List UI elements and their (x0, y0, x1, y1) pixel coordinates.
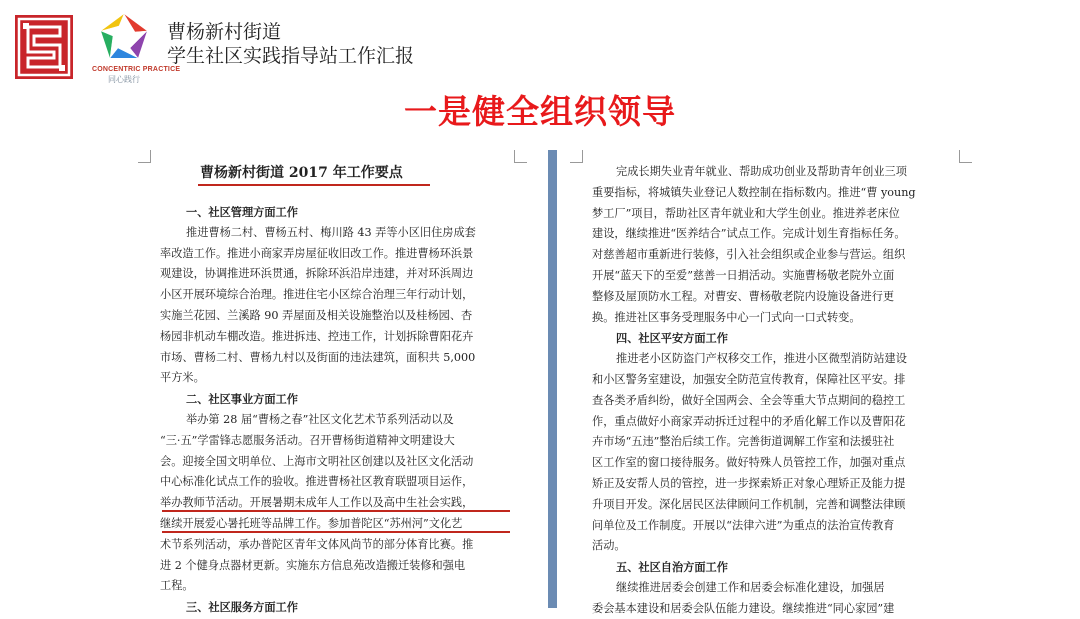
body-line: 会。迎接全国文明单位、上海市文明社区创建以及社区文化活动 (160, 454, 474, 468)
main-heading: 一是健全组织领导 (404, 92, 676, 131)
header-title-line2: 学生社区实践指导站工作汇报 (167, 45, 415, 67)
body-line: 作，重点做好小商家弄动拆迁过程中的矛盾化解工作以及曹阳花 (592, 414, 906, 428)
highlight-underline (162, 531, 510, 533)
logo-text-cn: 同心践行 (108, 75, 140, 84)
body-line: “三·五”学雷锋志愿服务活动。召开曹杨街道精神文明建设大 (160, 433, 455, 447)
body-line: 建设，继续推进“医养结合”试点工作。完成计划生育指标任务。 (592, 227, 906, 241)
body-line: 推进曹杨二村、曹杨五村、梅川路 43 弄等小区旧住房成套 (186, 225, 476, 239)
section-heading: 一、社区管理方面工作 (186, 205, 298, 219)
body-line: 平方米。 (160, 371, 205, 385)
header-title-line1: 曹杨新村街道 (167, 21, 282, 43)
red-emblem-logo (14, 14, 74, 80)
section-heading: 三、社区服务方面工作 (186, 600, 298, 615)
body-line: 继续开展爱心暑托班等品牌工作。参加普陀区“苏州河”文化艺 (160, 517, 463, 530)
body-line: 进 2 个健身点器材更新。实施东方信息苑改造搬迁装修和强电 (160, 558, 466, 572)
body-line: 梦工厂”项目，帮助社区青年就业和大学生创业。推进养老床位 (592, 206, 900, 220)
body-line: 举办第 28 届“曹杨之春”社区文化艺术节系列活动以及 (186, 413, 454, 426)
body-line: 活动。 (592, 539, 626, 553)
document-scan (130, 140, 980, 615)
crop-mark (138, 150, 151, 163)
pentagon-rainbow-icon (97, 10, 151, 64)
body-line: 术节系列活动，承办普陀区青年文体风尚节的部分体育比赛。推 (160, 537, 474, 551)
crop-mark (570, 150, 583, 163)
body-line: 率改造工作。推进小商家弄房屋征收旧改工作。推进曹杨环浜景 (160, 246, 474, 260)
body-line: 推进老小区防盗门产权移交工作，推进小区微型消防站建设 (616, 352, 907, 366)
crop-mark (514, 150, 527, 163)
body-line: 整修及屋顶防水工程。对曹安、曹杨敬老院内设施设备进行更 (592, 289, 895, 303)
body-line: 查各类矛盾纠纷，做好全国两会、全会等重大节点期间的稳控工 (592, 393, 906, 407)
body-line: 杨园非机动车棚改造。推进拆违、控违工作，计划拆除曹阳花卉 (160, 329, 474, 343)
body-line: 小区开展环境综合治理。推进住宅小区综合治理三年行动计划， (160, 288, 474, 302)
body-line: 委会基本建设和居委会队伍能力建设。继续推进“同心家园”建 (592, 601, 895, 615)
body-line: 区工作室的窗口接待服务。做好特殊人员管控工作，加强对重点 (592, 456, 906, 470)
body-line: 工程。 (160, 579, 194, 593)
section-heading: 二、社区事业方面工作 (186, 392, 298, 407)
document-title: 曹杨新村街道 2017 年工作要点 (200, 165, 403, 181)
page-divider (548, 150, 557, 608)
body-line: 开展“蓝天下的至爱”慈善一日捐活动。实施曹杨敬老院外立面 (592, 269, 895, 282)
body-line: 和小区警务室建设，加强安全防范宣传教育，保障社区平安。排 (592, 373, 906, 386)
logo-text-en: CONCENTRIC PRACTICE (92, 66, 181, 73)
document-page-right (562, 150, 980, 615)
highlight-underline (162, 510, 510, 512)
document-page-left (130, 150, 535, 615)
section-heading: 五、社区自治方面工作 (616, 560, 728, 575)
body-line: 继续推进居委会创建工作和居委会标准化建设，加强居 (616, 581, 885, 594)
body-line: 对慈善超市重新进行装修，引入社会组织或企业参与营运。组织 (592, 248, 906, 262)
body-line: 卉市场“五违”整治后续工作。完善街道调解工作室和法援驻社 (592, 435, 895, 449)
body-line: 问单位及工作制度。开展以“法律六进”为重点的法治宣传教育 (592, 518, 895, 532)
section-heading: 四、社区平安方面工作 (616, 331, 728, 346)
body-line: 举办教师节活动。开展暑期未成年人工作以及高中生社会实践， (160, 496, 474, 510)
body-line: 市场、曹杨二村、曹杨九村以及街面的违法建筑，面积共 5,000 (160, 350, 476, 364)
body-line: 完成长期失业青年就业、帮助成功创业及帮助青年创业三项 (616, 165, 907, 178)
body-line: 实施兰花园、兰溪路 90 弄屋面及相关设施整治以及桂杨园、杏 (160, 309, 473, 322)
body-line: 升项目开发。深化居民区法律顾问工作机制，完善和调整法律顾 (592, 497, 906, 511)
body-line: 观建设，协调推进环浜贯通，拆除环浜沿岸违建，并对环浜周边 (160, 267, 474, 281)
title-underline (198, 184, 430, 186)
body-line: 重要指标，将城镇失业登记人数控制在指标数内。推进“曹 young (592, 185, 916, 199)
body-line: 中心标准化试点工作的验收。推进曹杨社区教育联盟项目运作， (160, 475, 474, 489)
header-title (167, 20, 414, 68)
body-line: 矫正及安帮人员的管控，进一步探索矫正对象心理矫正及能力提 (592, 477, 906, 490)
body-line: 换。推进社区事务受理服务中心一门式向一口式转变。 (592, 310, 861, 324)
